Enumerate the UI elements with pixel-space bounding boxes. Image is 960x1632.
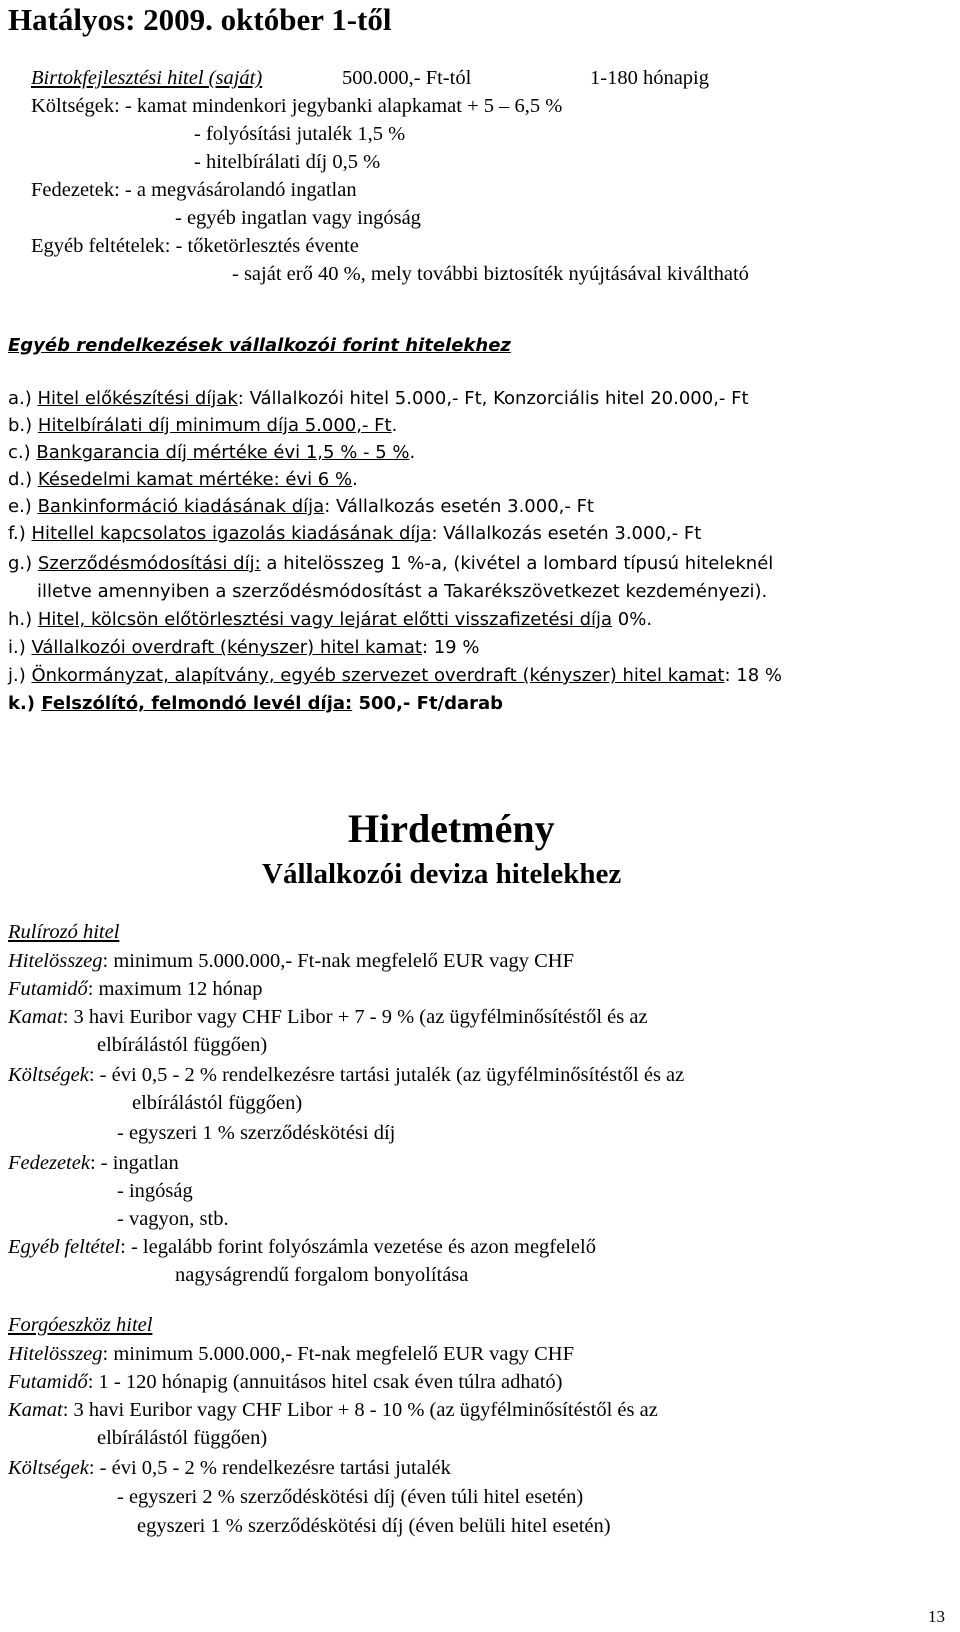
field-value: : 3 havi Euribor vagy CHF Libor + 7 - 9 % (az ügyfélminősítéstől és az	[62, 1006, 648, 1028]
field-value: : 1 - 120 hónapig (annuitásos hitel csak éven túlra adható)	[87, 1371, 563, 1393]
forgoeszkoz-futamido	[8, 1369, 563, 1395]
forgoeszkoz-koltsegek	[8, 1455, 451, 1481]
section-heading: Egyéb rendelkezések vállalkozói forint hitelekhez	[8, 335, 511, 356]
rulirozo-futamido	[8, 976, 263, 1002]
field-label: Hitelösszeg	[8, 950, 103, 972]
list-item-text: : Vállalkozás esetén 3.000,- Ft	[324, 496, 594, 517]
list-item-text: a hitelösszeg 1 %-a, (kivétel a lombard típusú hiteleknél	[260, 553, 774, 574]
loan-name-forgoeszkoz: Forgóeszköz hitel	[8, 1314, 153, 1336]
list-item-text: 500,- Ft/darab	[352, 693, 504, 714]
field-continuation: elbírálástól függően)	[97, 1427, 268, 1449]
list-item-label: Hitellel kapcsolatos igazolás kiadásának díja	[31, 523, 432, 544]
field-label: Futamidő	[8, 978, 88, 1000]
field-continuation: - egyszeri 2 % szerződéskötési díj (éven túli hitel esetén)	[117, 1486, 584, 1508]
list-item-label: Vállalkozói overdraft (kényszer) hitel kamat	[31, 637, 422, 658]
list-letter: k.)	[8, 693, 36, 714]
loan-term-birtok: 1-180 hónapig	[590, 67, 709, 89]
list-letter: h.)	[8, 609, 33, 630]
field-label: Fedezetek	[8, 1152, 90, 1174]
list-item-text: : Vállalkozás esetén 3.000,- Ft	[431, 523, 702, 544]
field-value: : - ingatlan	[89, 1152, 179, 1174]
list-letter: e.)	[8, 496, 32, 517]
field-continuation: - egyszeri 1 % szerződéskötési díj	[117, 1122, 396, 1144]
page-number: 13	[928, 1607, 945, 1626]
birtok-line: - saját erő 40 %, mely további biztosíték nyújtásával kiváltható	[232, 263, 749, 285]
list-letter: g.)	[8, 553, 33, 574]
field-label: Egyéb feltétel	[8, 1236, 121, 1258]
field-continuation: elbírálástól függően)	[132, 1092, 303, 1114]
loan-name-rulirozo: Rulírozó hitel	[8, 921, 120, 943]
rulirozo-fedezetek	[8, 1150, 179, 1176]
field-continuation: - vagyon, stb.	[117, 1208, 229, 1230]
list-letter: i.)	[8, 637, 26, 658]
list-item	[8, 494, 594, 520]
list-item	[8, 521, 701, 547]
list-letter: c.)	[8, 442, 31, 463]
birtok-line: - egyéb ingatlan vagy ingóság	[175, 207, 421, 229]
birtok-line: Költségek: - kamat mindenkori jegybanki alapkamat + 5 – 6,5 %	[31, 95, 563, 117]
field-label: Hitelösszeg	[8, 1343, 103, 1365]
list-item-text: : 19 %	[421, 637, 480, 658]
list-item	[8, 635, 479, 661]
list-item-continuation: illetve amennyiben a szerződésmódosítást a Takarékszövetkezet kezdeményezi).	[37, 581, 768, 602]
list-item	[8, 386, 749, 412]
list-item-label: Hitel előkészítési díjak	[37, 388, 238, 409]
notice-title: Hirdetmény	[348, 806, 555, 851]
list-item	[8, 691, 503, 717]
field-label: Futamidő	[8, 1371, 88, 1393]
page-title: Hatályos: 2009. október 1-től	[8, 2, 392, 37]
list-item-text: : Vállalkozói hitel 5.000,- Ft, Konzorciális hitel 20.000,- Ft	[237, 388, 749, 409]
rulirozo-osszeg	[8, 948, 574, 974]
list-item-text: : 18 %	[724, 665, 782, 686]
field-label: Költségek	[8, 1457, 89, 1479]
list-item-text: .	[409, 442, 416, 463]
field-value: : 3 havi Euribor vagy CHF Libor + 8 - 10 % (az ügyfélminősítéstől és az	[62, 1399, 658, 1421]
field-label: Kamat	[8, 1399, 63, 1421]
field-continuation: egyszeri 1 % szerződéskötési díj (éven belüli hitel esetén)	[137, 1515, 611, 1537]
birtok-line: Fedezetek: - a megvásárolandó ingatlan	[31, 179, 357, 201]
list-item-label: Hitel, kölcsön előtörlesztési vagy lejárat előtti visszafizetési díja	[37, 609, 613, 630]
list-item	[8, 663, 782, 689]
field-value: : - évi 0,5 - 2 % rendelkezésre tartási jutalék (az ügyfélminősítéstől és az	[88, 1064, 685, 1086]
birtok-line: Egyéb feltételek: - tőketörlesztés évente	[31, 235, 359, 257]
list-letter: b.)	[8, 415, 33, 436]
rulirozo-kamat	[8, 1004, 648, 1030]
list-item-label: Önkormányzat, alapítvány, egyéb szervezet overdraft (kényszer) hitel kamat	[31, 665, 725, 686]
list-item	[8, 413, 397, 439]
birtok-line: - hitelbírálati díj 0,5 %	[194, 151, 381, 173]
list-item-label: Késedelmi kamat mértéke: évi 6 %	[37, 469, 353, 490]
list-letter: j.)	[8, 665, 26, 686]
field-label: Kamat	[8, 1006, 63, 1028]
list-item	[8, 551, 773, 577]
forgoeszkoz-osszeg	[8, 1341, 574, 1367]
loan-amount-birtok: 500.000,- Ft-tól	[342, 67, 472, 89]
loan-name-birtok: Birtokfejlesztési hitel (saját)	[31, 67, 263, 89]
field-value: : - évi 0,5 - 2 % rendelkezésre tartási jutalék	[88, 1457, 451, 1479]
field-value: : - legalább forint folyószámla vezetése és azon megfelelő	[120, 1236, 596, 1258]
field-continuation: elbírálástól függően)	[97, 1034, 268, 1056]
field-value: : minimum 5.000.000,- Ft-nak megfelelő EUR vagy CHF	[102, 950, 574, 972]
list-item-text: 0%.	[612, 609, 653, 630]
rulirozo-koltsegek	[8, 1062, 684, 1088]
field-value: : maximum 12 hónap	[87, 978, 263, 1000]
list-item-text: .	[391, 415, 398, 436]
birtok-line: - folyósítási jutalék 1,5 %	[194, 123, 406, 145]
list-item-label: Felszólító, felmondó levél díja:	[41, 693, 353, 714]
notice-subtitle: Vállalkozói deviza hitelekhez	[262, 858, 622, 890]
field-value: : minimum 5.000.000,- Ft-nak megfelelő EUR vagy CHF	[102, 1343, 574, 1365]
list-item	[8, 607, 652, 633]
list-item	[8, 467, 358, 493]
list-letter: f.)	[8, 523, 26, 544]
list-item-label: Hitelbírálati díj minimum díja 5.000,- Ft	[37, 415, 392, 436]
field-continuation: nagyságrendű forgalom bonyolítása	[175, 1264, 469, 1286]
forgoeszkoz-kamat	[8, 1397, 658, 1423]
list-item	[8, 440, 415, 466]
list-item-label: Szerződésmódosítási díj:	[37, 553, 261, 574]
rulirozo-feltetel	[8, 1234, 596, 1260]
field-continuation: - ingóság	[117, 1180, 193, 1202]
list-item-text: .	[352, 469, 358, 490]
list-letter: a.)	[8, 388, 32, 409]
list-item-label: Bankinformáció kiadásának díja	[37, 496, 325, 517]
list-letter: d.)	[8, 469, 33, 490]
field-label: Költségek	[8, 1064, 89, 1086]
list-item-label: Bankgarancia díj mértéke évi 1,5 % - 5 %	[36, 442, 410, 463]
